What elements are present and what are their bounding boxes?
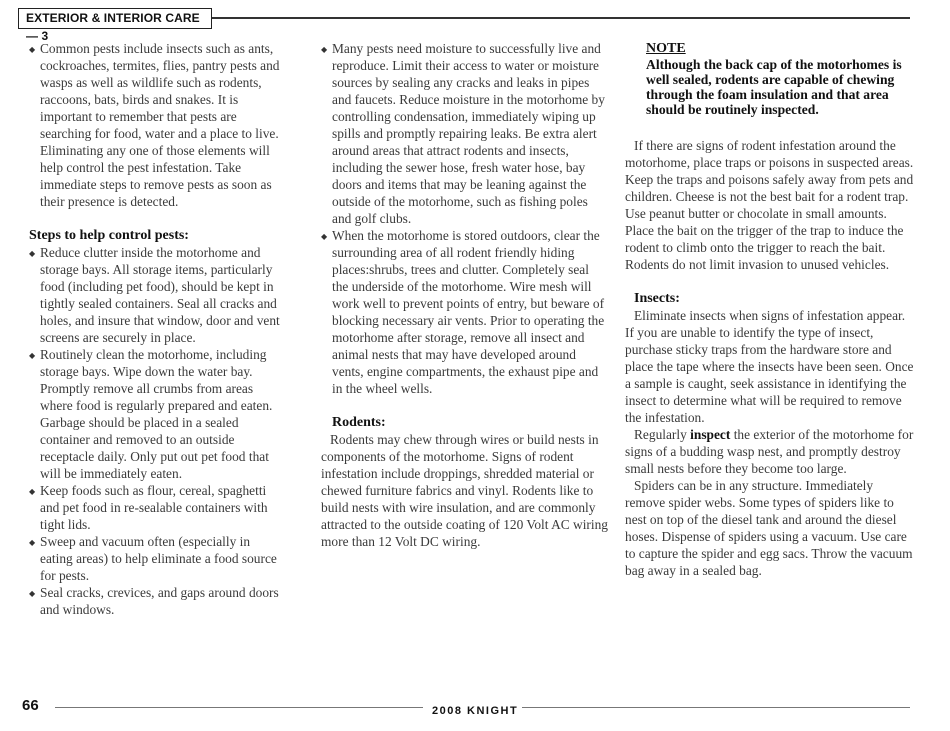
insects-paragraph: Eliminate insects when signs of infestation appear. If you are unable to identify the type of insect, purchase sticky traps from the hardware store and place the tape where the insects have been seen. Once a sample is caught, seek assistance in identifying the insect to determine what will be required to remove the infestation.: [625, 308, 914, 425]
wasp-paragraph: [625, 426, 915, 477]
wasp-text-before: Regularly: [634, 427, 691, 442]
list-item: ◆ Many pests need moisture to successfully live and reproduce. Limit their access to water or moisture sources by sealing any cracks and leaks in pipes and faucets. Reduce moisture in the motorhome by controlling condensation, immediately wiping up spills and promptly repairing leaks. Be extra alert around areas that attract rodents and insects, including the sewer hose, fresh water hose, bay doors and items that may be leaning against the outside of the motorhome, such as fishing poles and golf clubs.: [321, 40, 608, 227]
insects-heading: Insects:: [634, 291, 680, 306]
list-item: ◆ Sweep and vacuum often (especially in eating areas) to help eliminate a food source for pests.: [29, 533, 284, 584]
intro-list: [29, 40, 284, 210]
moisture-list: [321, 40, 608, 397]
footer-rule-right: [522, 707, 910, 708]
list-item: ◆ Common pests include insects such as ants, cockroaches, termites, flies, pantry pests and wasps as well as wildlife such as rodents, raccoons, bats, birds and snakes. It is important to remember that pests are searching for food, water and a place to live. Eliminating any one of those elements will help control the pest infestation. Take immediate steps to remove pests as soon as their presence is detected.: [29, 40, 284, 210]
footer-title: 2008 KNIGHT: [432, 705, 519, 717]
footer-rule-left: [55, 707, 423, 708]
wasp-text-after: the exterior of the motorhome for signs of a budding wasp nest, and promptly destroy small nests before they become too large.: [625, 427, 914, 476]
section-header: EXTERIOR & INTERIOR CARE — 3: [18, 8, 212, 29]
column-3: [625, 40, 915, 579]
list-item: ◆ Seal cracks, crevices, and gaps around doors and windows.: [29, 584, 284, 618]
header-rule: [212, 17, 910, 19]
inspect-keyword: inspect: [690, 427, 731, 442]
rodents-heading: Rodents:: [332, 415, 386, 430]
steps-list: [29, 244, 284, 618]
list-item: ◆ Keep foods such as flour, cereal, spaghetti and pet food in re-sealable containers with tight lids.: [29, 482, 284, 533]
column-2: [321, 40, 608, 550]
list-item: ◆ Routinely clean the motorhome, including storage bays. Wipe down the water bay. Promptly remove all crumbs from areas where food is regularly prepared and eaten. Garbage should be placed in a sealed container and removed to an outside receptacle daily. Only put out pet food that will be immediately eaten.: [29, 346, 284, 482]
spiders-paragraph: Spiders can be in any structure. Immediately remove spider webs. Some types of spiders like to nest on top of the diesel tank and around the diesel hoses. Dispense of spiders using a vacuum. Use care to capture the spider and egg sacs. Throw the vacuum bag away in a sealed bag.: [625, 478, 913, 578]
page-number: 66: [22, 697, 39, 714]
note-title: NOTE: [646, 41, 686, 56]
column-1: [29, 40, 284, 618]
rodents-paragraph: Rodents may chew through wires or build nests in components of the motorhome. Signs of rodent infestation include droppings, shredded material or chewed furniture fabrics and vinyl. Rodents like to build nests with wire insulation, and are commonly attracted to the outside coating of 120 Volt AC wiring more than 12 Volt DC wiring.: [321, 432, 608, 549]
note-body: Although the back cap of the motorhomes is well sealed, rodents are capable of chewing through the foam insulation and that area should be routinely inspected.: [646, 57, 902, 117]
list-item: ◆ Reduce clutter inside the motorhome and storage bays. All storage items, particularly food (including pet food), should be kept in tightly sealed containers. Seal all cracks and holes, and insure that window, door and vent screens are securely in place.: [29, 244, 284, 346]
list-item: ◆ When the motorhome is stored outdoors, clear the surrounding area of all rodent friendly hiding places:shrubs, trees and clutter. Completely seal the underside of the motorhome. Wire mesh will work well to prevent points of entry, but beware of blocking necessary air vents. Prior to operating the motorhome after storage, remove all insect and animal nests that may have developed around vents, engine compartments, the exhaust pipe and in the wheel wells.: [321, 227, 608, 397]
rodent-trap-paragraph: If there are signs of rodent infestation around the motorhome, place traps or poisons in suspected areas. Keep the traps and poisons safely away from pets and children. Cheese is not the best bait for a rodent trap. Use peanut butter or chocolate in small amounts. Place the bait on the trigger of the trap to induce the rodent to climb onto the trigger to reach the bait. Rodents do not limit invasion to unused vehicles.: [625, 138, 914, 272]
steps-heading: Steps to help control pests:: [29, 228, 189, 243]
